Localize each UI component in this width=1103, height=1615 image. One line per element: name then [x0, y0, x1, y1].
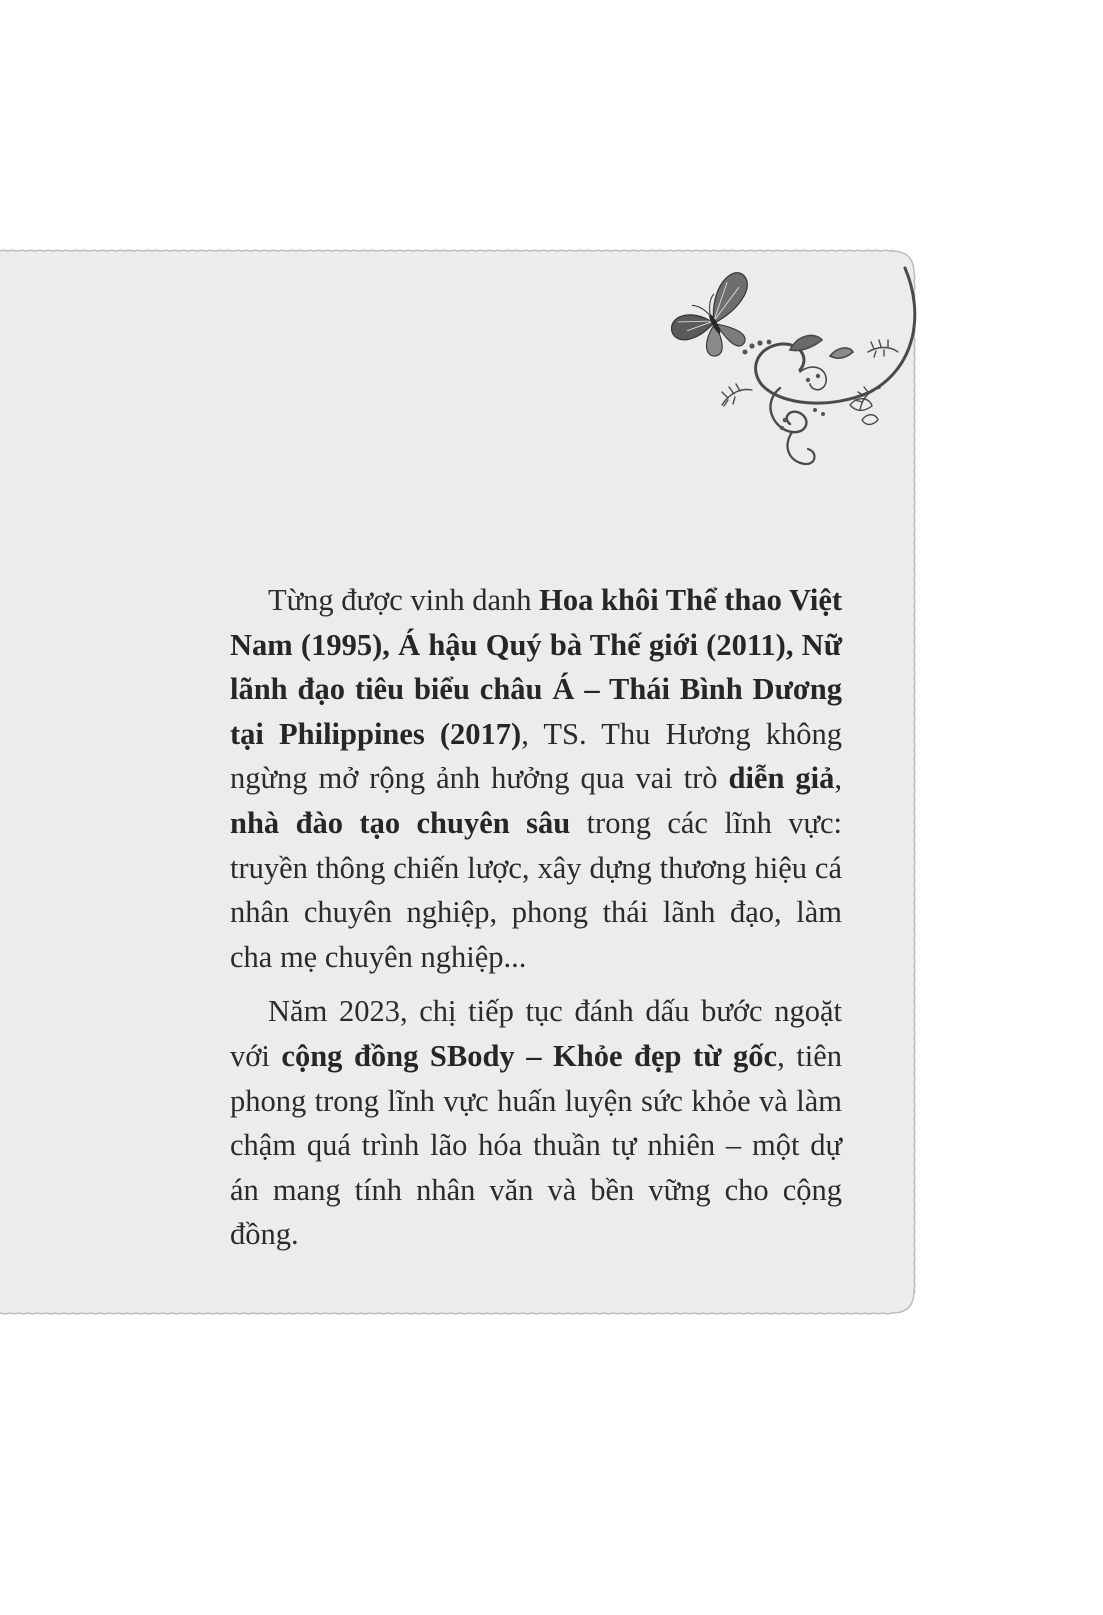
bold-text-segment: nhà đào tạo chuyên sâu: [230, 805, 571, 840]
bold-text-segment: Hoa khôi Thể thao Việt Nam (1995), Á hậu Quý bà Thế giới (2011), Nữ lãnh đạo tiêu biểu châu Á – Thái Bình Dương tại Philippines (2017): [230, 583, 843, 751]
text-segment: trong các lĩnh vực: truyền thông chiến lược, xây dựng thương hiệu cá nhân chuyên nghiệp, phong thái lãnh đạo, làm cha mẹ chuyên nghiệp...: [230, 805, 843, 974]
paragraph-2: [230, 989, 842, 1257]
text-segment: , TS. Thu Hương không ngừng mở rộng ảnh hưởng qua vai trò: [230, 716, 842, 796]
text-segment: Năm 2023, chị tiếp tục đánh dấu bước ngoặt với: [230, 994, 842, 1073]
text-segment: ,: [834, 761, 842, 796]
text-segment: Từng được vinh danh: [268, 583, 540, 617]
bold-text-segment: diễn giả: [728, 761, 835, 796]
biography-text: [230, 578, 842, 1257]
text-segment: , tiên phong trong lĩnh vực huấn luyện sức khỏe và làm chậm quá trình lão hóa thuần tự nhiên – một dự án mang tính nhân văn và bền vững cho cộng đồng.: [230, 1038, 842, 1252]
paragraph-1: [230, 578, 842, 979]
bold-text-segment: cộng đồng SBody – Khỏe đẹp từ gốc: [281, 1038, 778, 1073]
